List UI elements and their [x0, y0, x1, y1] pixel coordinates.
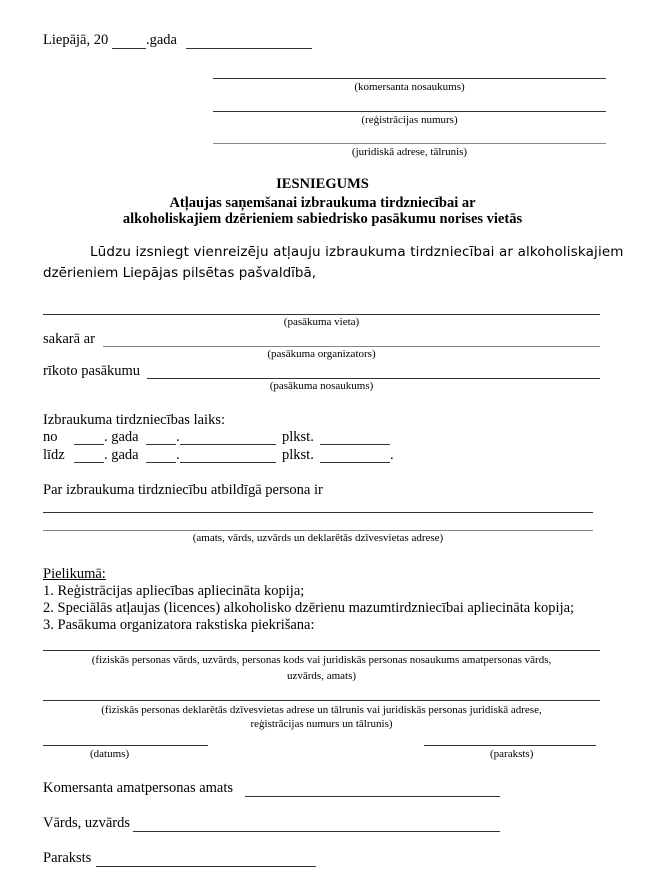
organizer-field[interactable] [103, 346, 600, 347]
time-heading: Izbraukuma tirdzniecības laiks: [43, 412, 225, 428]
year-field[interactable] [112, 48, 146, 49]
to-dot: . [176, 447, 180, 463]
from-time-field[interactable] [320, 444, 390, 445]
document-subtitle-1: Atļaujas saņemšanai izbraukuma tirdzniecībai ar [169, 195, 476, 211]
attachment-item-3: 3. Pasākuma organizatora rakstiska piekrišana: [43, 617, 315, 633]
consent-caption-1a: (fiziskās personas vārds, uzvārds, personas kods vai juridiskās personas nosaukums amatpersonas vārds, [91, 654, 552, 666]
from-gada-label: . gada [104, 429, 139, 445]
name-field[interactable] [133, 831, 500, 832]
to-day-field[interactable] [146, 462, 176, 463]
to-end-dot: . [390, 447, 394, 463]
responsible-field-1[interactable] [43, 512, 593, 513]
attachment-item-2: 2. Speciālās atļaujas (licences) alkoholisko dzērienu mazumtirdzniecībai apliecināta kopija; [43, 600, 575, 616]
company-name-caption: (komersanta nosaukums) [354, 81, 465, 93]
attachments-heading: Pielikumā: [43, 566, 106, 582]
event-place-field[interactable] [43, 314, 600, 315]
sign-label: Paraksts [43, 850, 92, 866]
date-field[interactable] [186, 48, 312, 49]
name-label: Vārds, uzvārds [43, 815, 130, 831]
request-line-2: dzērieniem Liepājas pilsētas pašvaldībā, [43, 265, 317, 281]
sakara-label: sakarā ar [43, 331, 95, 347]
from-dot: . [176, 429, 180, 445]
responsible-label: Par izbraukuma tirdzniecību atbildīgā persona ir [43, 482, 323, 498]
consent-date-field[interactable] [43, 745, 208, 746]
consent-sign-caption: (paraksts) [490, 748, 534, 760]
attachment-item-1: 1. Reģistrācijas apliecības apliecināta kopija; [43, 583, 305, 599]
header-city: Liepājā, 20 [43, 32, 109, 48]
to-gada-label: . gada [104, 447, 139, 463]
responsible-field-2[interactable] [43, 530, 593, 531]
to-month-field[interactable] [180, 462, 276, 463]
consent-caption-1b: uzvārds, amats) [286, 670, 357, 682]
consent-caption-2b: reģistrācijas numurs un tālrunis) [250, 718, 393, 730]
position-label: Komersanta amatpersonas amats [43, 780, 234, 796]
from-year-field[interactable] [74, 444, 104, 445]
document-subtitle-2: alkoholiskajiem dzērieniem sabiedrisko pasākumu norises vietās [122, 211, 523, 227]
consent-address-field[interactable] [43, 700, 600, 701]
consent-person-field[interactable] [43, 650, 600, 651]
event-place-caption: (pasākuma vieta) [283, 316, 360, 328]
to-plkst-label: plkst. [282, 447, 314, 463]
position-field[interactable] [245, 796, 500, 797]
time-from-label: no [43, 429, 58, 445]
consent-date-caption: (datums) [90, 748, 130, 760]
to-year-field[interactable] [74, 462, 104, 463]
address-field[interactable] [213, 143, 606, 144]
reg-number-caption: (reģistrācijas numurs) [361, 114, 458, 126]
organizer-caption: (pasākuma organizators) [267, 348, 376, 360]
event-name-caption: (pasākuma nosaukums) [269, 380, 374, 392]
document-title: IESNIEGUMS [276, 176, 369, 192]
request-line-1: Lūdzu izsniegt vienreizēju atļauju izbraukuma tirdzniecībai ar alkoholiskajiem [90, 244, 624, 260]
sign-field[interactable] [96, 866, 316, 867]
from-plkst-label: plkst. [282, 429, 314, 445]
header-gada: .gada [146, 32, 177, 48]
time-to-label: līdz [43, 447, 65, 463]
rikoto-label: rīkoto pasākumu [43, 363, 141, 379]
to-time-field[interactable] [320, 462, 390, 463]
responsible-caption: (amats, vārds, uzvārds un deklarētās dzīvesvietas adrese) [192, 532, 444, 544]
event-name-field[interactable] [147, 378, 600, 379]
from-month-field[interactable] [180, 444, 276, 445]
address-caption: (juridiskā adrese, tālrunis) [351, 146, 468, 158]
consent-caption-2a: (fiziskās personas deklarētās dzīvesvietas adrese un tālrunis vai juridiskās personas juridiskā adrese, [101, 704, 542, 716]
consent-sign-field[interactable] [424, 745, 596, 746]
from-day-field[interactable] [146, 444, 176, 445]
company-name-field[interactable] [213, 78, 606, 79]
reg-number-field[interactable] [213, 111, 606, 112]
